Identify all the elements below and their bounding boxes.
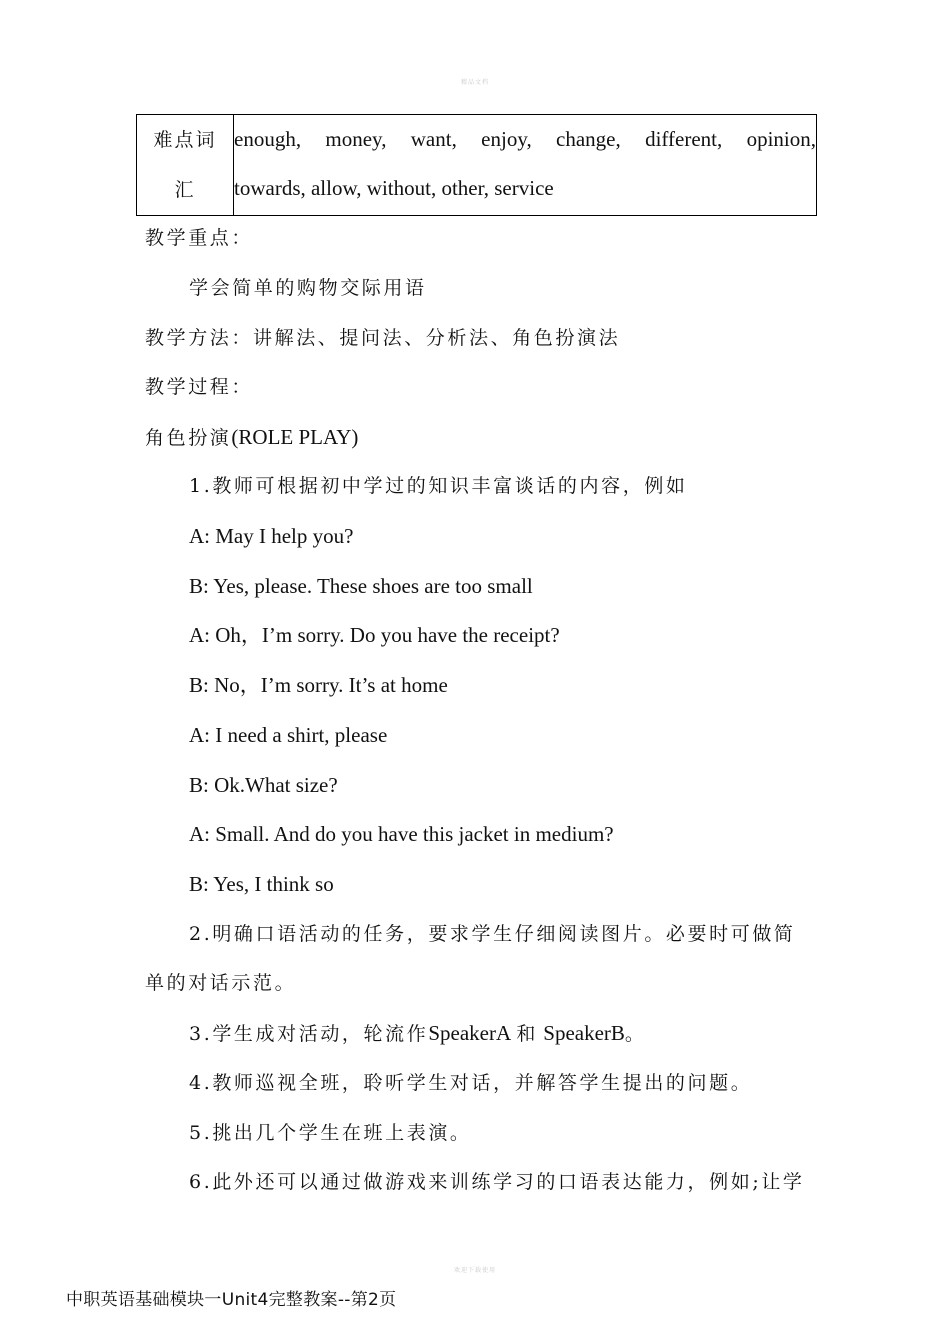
teaching-methods: 教学方法：讲解法、提问法、分析法、角色扮演法 — [145, 327, 621, 349]
roleplay-heading — [145, 422, 358, 453]
step-3-speaker-a: SpeakerA — [428, 1021, 512, 1045]
teaching-focus-text: 学会简单的购物交际用语 — [189, 277, 427, 299]
vocab-label-cell — [137, 115, 234, 216]
step-3-period: 。 — [624, 1023, 647, 1045]
vocab-label-line2: 汇 — [174, 179, 196, 201]
dialogue-line: B: No，I’m sorry. It’s at home — [189, 673, 448, 697]
step-3 — [189, 1018, 647, 1049]
teaching-process-heading: 教学过程： — [145, 376, 254, 398]
step-3-speaker-b: SpeakerB — [543, 1021, 625, 1045]
step-3-text-and: 和 — [516, 1023, 539, 1045]
step-6: 6.此外还可以通过做游戏来训练学习的口语表达能力，例如;让学 — [189, 1171, 805, 1193]
step-5: 5.挑出几个学生在班上表演。 — [189, 1122, 472, 1144]
dialogue-line: A: Oh，I’m sorry. Do you have the receipt? — [189, 623, 560, 647]
step-1: 1.教师可根据初中学过的知识丰富谈话的内容，例如 — [189, 475, 688, 497]
dialogue-line: A: Small. And do you have this jacket in medium? — [189, 822, 614, 846]
dialogue-line: A: May I help you? — [189, 524, 354, 548]
roleplay-heading-zh: 角色扮演 — [145, 427, 232, 449]
step-2-line2: 单的对话示范。 — [145, 972, 297, 994]
vocab-words-cell — [234, 115, 817, 216]
roleplay-heading-en: (ROLE PLAY) — [231, 425, 359, 449]
teaching-focus-heading: 教学重点： — [145, 227, 254, 249]
dialogue-line: B: Yes, I think so — [189, 872, 334, 896]
vocab-words-line1: enough, money, want, enjoy, change, different, opinion, — [234, 127, 816, 151]
vocab-words-line2: towards, allow, without, other, service — [234, 176, 554, 200]
step-3-text-a: 3.学生成对活动，轮流作 — [189, 1023, 429, 1045]
vocab-label-line1: 难点词 — [153, 129, 217, 151]
watermark-top: 精品文档 — [460, 79, 489, 86]
step-4: 4.教师巡视全班，聆听学生对话，并解答学生提出的问题。 — [189, 1072, 753, 1094]
dialogue-line: B: Ok.What size? — [189, 773, 338, 797]
watermark-bottom: 欢迎下载使用 — [453, 1267, 496, 1274]
page-footer: 中职英语基础模块一Unit4完整教案--第2页 — [66, 1290, 397, 1310]
difficult-vocabulary-table — [136, 114, 817, 216]
dialogue-line: A: I need a shirt, please — [189, 723, 388, 747]
step-2-line1: 2.明确口语活动的任务，要求学生仔细阅读图片。必要时可做简 — [189, 923, 796, 945]
dialogue-line: B: Yes, please. These shoes are too small — [189, 574, 533, 598]
